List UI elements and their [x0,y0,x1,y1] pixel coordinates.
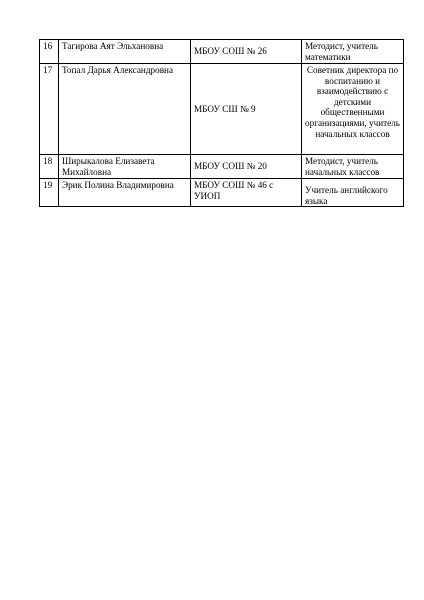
participant-position [302,179,404,207]
participants-table [39,39,404,207]
table-row [40,179,404,207]
participant-name: Эрик Полина Владимировна [59,179,191,207]
participant-position: Методист, учитель математики [302,40,404,64]
participant-name: Тагирова Аят Эльхановна [59,40,191,64]
row-number: 17 [40,64,59,155]
table-row [40,64,404,155]
school-name-text: МБОУ СОШ № 20 [194,161,267,171]
participant-position: Методист, учитель начальных классов [302,155,404,179]
school-name: МБОУ СШ № 9 [191,64,302,155]
participant-position-text: Учитель английского языка [305,185,388,206]
row-number: 18 [40,155,59,179]
table-row [40,155,404,179]
participant-name: Топал Дарья Александровна [59,64,191,155]
participant-position: Советник директора по воспитанию и взаимодействию с детскими общественными организациями, учитель начальных классов [302,64,404,155]
table-row [40,40,404,64]
school-name [191,40,302,64]
school-name: МБОУ СОШ № 46 с УИОП [191,179,302,207]
participant-name: Ширыкалова Елизавета Михайловна [59,155,191,179]
school-name-text: МБОУ СОШ № 26 [194,46,267,56]
row-number: 16 [40,40,59,64]
school-name [191,155,302,179]
row-number: 19 [40,179,59,207]
